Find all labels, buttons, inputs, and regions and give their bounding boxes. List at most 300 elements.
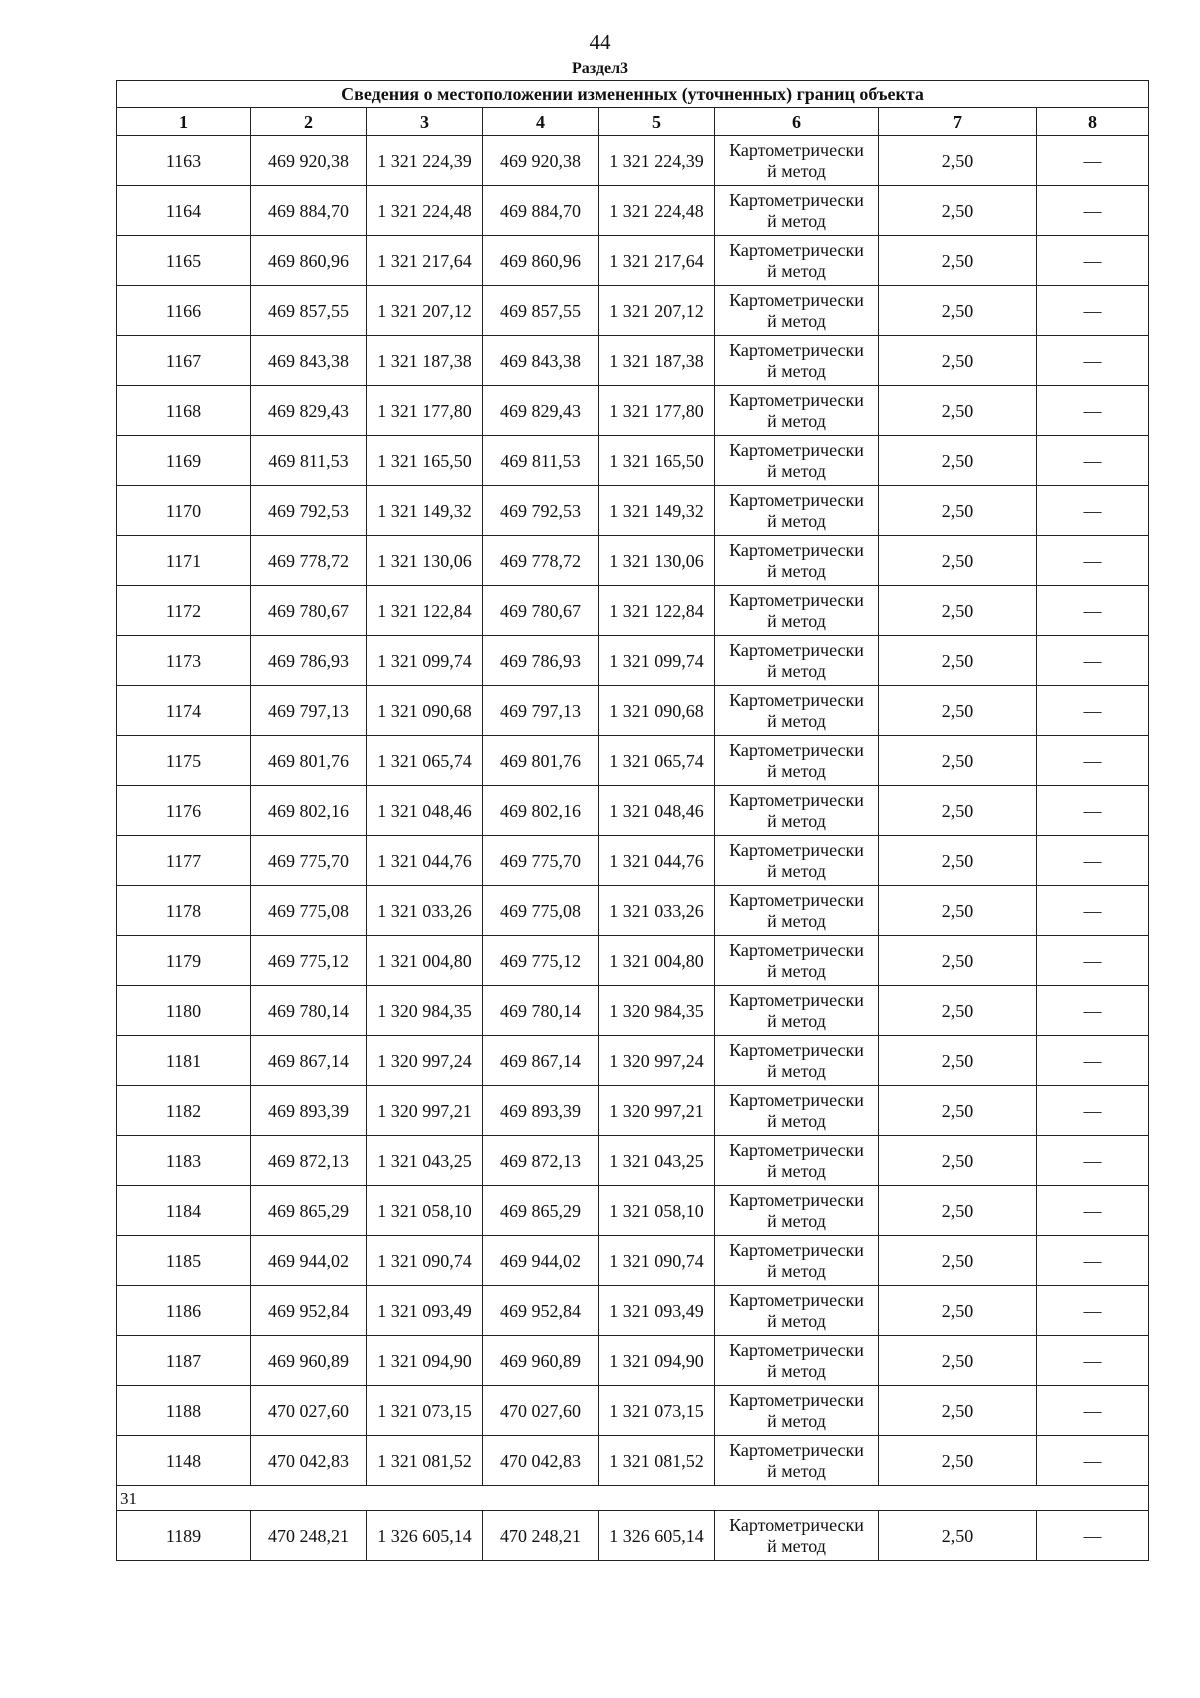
method-line: й метод xyxy=(767,1210,826,1231)
y-new-cell: 1 321 187,38 xyxy=(599,336,715,386)
y-new-cell: 1 320 997,24 xyxy=(599,1036,715,1086)
point-number-cell: 1171 xyxy=(117,536,251,586)
y-new-cell: 1 321 043,25 xyxy=(599,1136,715,1186)
table-row xyxy=(117,186,1149,236)
dash-cell: — xyxy=(1037,336,1149,386)
x-new-cell: 469 893,39 xyxy=(483,1086,599,1136)
y-new-cell: 1 321 004,80 xyxy=(599,936,715,986)
x-new-cell: 469 884,70 xyxy=(483,186,599,236)
point-number-cell: 1164 xyxy=(117,186,251,236)
y-old-cell: 1 321 033,26 xyxy=(367,886,483,936)
dash-cell: — xyxy=(1037,1086,1149,1136)
point-number-cell: 1188 xyxy=(117,1386,251,1436)
y-new-cell: 1 321 048,46 xyxy=(599,786,715,836)
point-number-cell: 1180 xyxy=(117,986,251,1036)
column-number: 1 xyxy=(117,108,251,136)
table-row xyxy=(117,586,1149,636)
y-old-cell: 1 321 122,84 xyxy=(367,586,483,636)
y-new-cell: 1 321 224,39 xyxy=(599,136,715,186)
accuracy-cell: 2,50 xyxy=(879,486,1037,536)
dash-cell: — xyxy=(1037,986,1149,1036)
x-old-cell: 469 884,70 xyxy=(251,186,367,236)
method-cell xyxy=(715,436,879,486)
dash-cell: — xyxy=(1037,386,1149,436)
y-new-cell: 1 321 224,48 xyxy=(599,186,715,236)
point-number-cell: 1184 xyxy=(117,1186,251,1236)
y-old-cell: 1 321 099,74 xyxy=(367,636,483,686)
accuracy-cell: 2,50 xyxy=(879,636,1037,686)
dash-cell: — xyxy=(1037,1136,1149,1186)
x-new-cell: 470 027,60 xyxy=(483,1386,599,1436)
y-old-cell: 1 321 048,46 xyxy=(367,786,483,836)
point-number-cell: 1182 xyxy=(117,1086,251,1136)
method-line: й метод xyxy=(767,210,826,231)
x-old-cell: 469 811,53 xyxy=(251,436,367,486)
x-new-cell: 469 843,38 xyxy=(483,336,599,386)
y-old-cell: 1 321 058,10 xyxy=(367,1186,483,1236)
table-row xyxy=(117,1386,1149,1436)
method-line: й метод xyxy=(767,1160,826,1181)
accuracy-cell: 2,50 xyxy=(879,686,1037,736)
method-cell xyxy=(715,1086,879,1136)
method-line: й метод xyxy=(767,460,826,481)
x-old-cell: 470 027,60 xyxy=(251,1386,367,1436)
x-old-cell: 469 860,96 xyxy=(251,236,367,286)
method-line: й метод xyxy=(767,1410,826,1431)
dash-cell: — xyxy=(1037,886,1149,936)
method-line: Картометрически xyxy=(729,190,864,211)
method-line: Картометрически xyxy=(729,540,864,561)
method-line: Картометрически xyxy=(729,890,864,911)
y-old-cell: 1 321 044,76 xyxy=(367,836,483,886)
point-number-cell: 1186 xyxy=(117,1286,251,1336)
x-new-cell: 469 801,76 xyxy=(483,736,599,786)
point-number-cell: 1185 xyxy=(117,1236,251,1286)
table-row xyxy=(117,1336,1149,1386)
column-number: 7 xyxy=(879,108,1037,136)
x-old-cell: 469 778,72 xyxy=(251,536,367,586)
x-old-cell: 469 865,29 xyxy=(251,1186,367,1236)
method-line: Картометрически xyxy=(729,490,864,511)
method-line: й метод xyxy=(767,710,826,731)
y-old-cell: 1 321 093,49 xyxy=(367,1286,483,1336)
dash-cell: — xyxy=(1037,1186,1149,1236)
accuracy-cell: 2,50 xyxy=(879,936,1037,986)
y-old-cell: 1 320 997,21 xyxy=(367,1086,483,1136)
dash-cell: — xyxy=(1037,636,1149,686)
accuracy-cell: 2,50 xyxy=(879,1436,1037,1486)
method-cell xyxy=(715,836,879,886)
method-cell xyxy=(715,186,879,236)
method-cell xyxy=(715,236,879,286)
x-old-cell: 469 801,76 xyxy=(251,736,367,786)
method-cell xyxy=(715,336,879,386)
x-new-cell: 469 952,84 xyxy=(483,1286,599,1336)
accuracy-cell: 2,50 xyxy=(879,736,1037,786)
column-number: 8 xyxy=(1037,108,1149,136)
accuracy-cell: 2,50 xyxy=(879,1036,1037,1086)
method-cell xyxy=(715,686,879,736)
x-old-cell: 469 872,13 xyxy=(251,1136,367,1186)
table-row xyxy=(117,286,1149,336)
dash-cell: — xyxy=(1037,1511,1149,1561)
table-row xyxy=(117,1436,1149,1486)
method-line: й метод xyxy=(767,1110,826,1131)
x-old-cell: 469 857,55 xyxy=(251,286,367,336)
method-cell xyxy=(715,786,879,836)
y-new-cell: 1 321 081,52 xyxy=(599,1436,715,1486)
y-old-cell: 1 321 149,32 xyxy=(367,486,483,536)
method-line: Картометрически xyxy=(729,1290,864,1311)
point-number-cell: 1165 xyxy=(117,236,251,286)
dash-cell: — xyxy=(1037,736,1149,786)
dash-cell: — xyxy=(1037,586,1149,636)
dash-cell: — xyxy=(1037,186,1149,236)
method-cell xyxy=(715,486,879,536)
accuracy-cell: 2,50 xyxy=(879,336,1037,386)
point-number-cell: 1181 xyxy=(117,1036,251,1086)
method-cell xyxy=(715,286,879,336)
point-number-cell: 1170 xyxy=(117,486,251,536)
method-line: Картометрически xyxy=(729,1440,864,1461)
method-line: й метод xyxy=(767,810,826,831)
table-row xyxy=(117,936,1149,986)
y-old-cell: 1 321 187,38 xyxy=(367,336,483,386)
method-line: Картометрически xyxy=(729,440,864,461)
method-line: Картометрически xyxy=(729,1340,864,1361)
y-new-cell: 1 321 149,32 xyxy=(599,486,715,536)
method-line: Картометрически xyxy=(729,1090,864,1111)
x-old-cell: 469 797,13 xyxy=(251,686,367,736)
accuracy-cell: 2,50 xyxy=(879,1186,1037,1236)
column-number: 2 xyxy=(251,108,367,136)
x-old-cell: 469 829,43 xyxy=(251,386,367,436)
y-new-cell: 1 326 605,14 xyxy=(599,1511,715,1561)
method-cell xyxy=(715,1186,879,1236)
method-line: Картометрически xyxy=(729,1240,864,1261)
x-new-cell: 469 802,16 xyxy=(483,786,599,836)
accuracy-cell: 2,50 xyxy=(879,436,1037,486)
accuracy-cell: 2,50 xyxy=(879,1386,1037,1436)
method-line: й метод xyxy=(767,610,826,631)
method-line: й метод xyxy=(767,960,826,981)
point-number-cell: 1178 xyxy=(117,886,251,936)
table-row xyxy=(117,1086,1149,1136)
method-line: Картометрически xyxy=(729,1515,864,1536)
accuracy-cell: 2,50 xyxy=(879,1286,1037,1336)
method-line: й метод xyxy=(767,660,826,681)
method-line: Картометрически xyxy=(729,1190,864,1211)
dash-cell: — xyxy=(1037,436,1149,486)
accuracy-cell: 2,50 xyxy=(879,186,1037,236)
method-line: Картометрически xyxy=(729,840,864,861)
y-new-cell: 1 321 130,06 xyxy=(599,536,715,586)
accuracy-cell: 2,50 xyxy=(879,286,1037,336)
method-line: Картометрически xyxy=(729,640,864,661)
group-label: 31 xyxy=(117,1486,1149,1511)
table-row xyxy=(117,1236,1149,1286)
accuracy-cell: 2,50 xyxy=(879,536,1037,586)
page-number: 44 xyxy=(589,30,611,54)
method-line: й метод xyxy=(767,1460,826,1481)
method-cell xyxy=(715,586,879,636)
accuracy-cell: 2,50 xyxy=(879,836,1037,886)
table-caption: Сведения о местоположении измененных (уточненных) границ объекта xyxy=(117,81,1149,108)
point-number-cell: 1148 xyxy=(117,1436,251,1486)
y-old-cell: 1 321 073,15 xyxy=(367,1386,483,1436)
table-row xyxy=(117,736,1149,786)
point-number-cell: 1176 xyxy=(117,786,251,836)
dash-cell: — xyxy=(1037,1436,1149,1486)
table-row xyxy=(117,386,1149,436)
x-old-cell: 469 944,02 xyxy=(251,1236,367,1286)
method-line: Картометрически xyxy=(729,990,864,1011)
point-number-cell: 1169 xyxy=(117,436,251,486)
method-cell xyxy=(715,1236,879,1286)
method-cell xyxy=(715,386,879,436)
method-line: й метод xyxy=(767,1060,826,1081)
accuracy-cell: 2,50 xyxy=(879,386,1037,436)
dash-cell: — xyxy=(1037,1336,1149,1386)
x-new-cell: 469 780,67 xyxy=(483,586,599,636)
x-new-cell: 469 872,13 xyxy=(483,1136,599,1186)
y-old-cell: 1 321 165,50 xyxy=(367,436,483,486)
method-line: Картометрически xyxy=(729,290,864,311)
point-number-cell: 1174 xyxy=(117,686,251,736)
table-row xyxy=(117,486,1149,536)
y-new-cell: 1 321 058,10 xyxy=(599,1186,715,1236)
accuracy-cell: 2,50 xyxy=(879,1511,1037,1561)
table-row xyxy=(117,336,1149,386)
x-new-cell: 469 860,96 xyxy=(483,236,599,286)
point-number-cell: 1166 xyxy=(117,286,251,336)
accuracy-cell: 2,50 xyxy=(879,1136,1037,1186)
y-old-cell: 1 321 094,90 xyxy=(367,1336,483,1386)
y-old-cell: 1 320 984,35 xyxy=(367,986,483,1036)
point-number-cell: 1189 xyxy=(117,1511,251,1561)
table-row xyxy=(117,1186,1149,1236)
x-old-cell: 469 802,16 xyxy=(251,786,367,836)
x-old-cell: 469 843,38 xyxy=(251,336,367,386)
method-line: Картометрически xyxy=(729,740,864,761)
x-old-cell: 469 786,93 xyxy=(251,636,367,686)
x-new-cell: 470 248,21 xyxy=(483,1511,599,1561)
x-old-cell: 469 952,84 xyxy=(251,1286,367,1336)
method-line: й метод xyxy=(767,1260,826,1281)
accuracy-cell: 2,50 xyxy=(879,586,1037,636)
x-old-cell: 469 792,53 xyxy=(251,486,367,536)
accuracy-cell: 2,50 xyxy=(879,986,1037,1036)
column-number-row xyxy=(117,108,1149,136)
point-number-cell: 1167 xyxy=(117,336,251,386)
method-line: й метод xyxy=(767,860,826,881)
x-new-cell: 469 811,53 xyxy=(483,436,599,486)
y-new-cell: 1 321 044,76 xyxy=(599,836,715,886)
y-new-cell: 1 320 984,35 xyxy=(599,986,715,1036)
method-line: Картометрически xyxy=(729,340,864,361)
dash-cell: — xyxy=(1037,686,1149,736)
x-new-cell: 469 775,12 xyxy=(483,936,599,986)
x-old-cell: 469 920,38 xyxy=(251,136,367,186)
x-new-cell: 470 042,83 xyxy=(483,1436,599,1486)
table-row xyxy=(117,636,1149,686)
method-cell xyxy=(715,1286,879,1336)
point-number-cell: 1183 xyxy=(117,1136,251,1186)
x-new-cell: 469 944,02 xyxy=(483,1236,599,1286)
dash-cell: — xyxy=(1037,1036,1149,1086)
table-row xyxy=(117,236,1149,286)
x-new-cell: 469 775,70 xyxy=(483,836,599,886)
y-new-cell: 1 321 177,80 xyxy=(599,386,715,436)
x-new-cell: 469 857,55 xyxy=(483,286,599,336)
y-old-cell: 1 321 224,39 xyxy=(367,136,483,186)
x-new-cell: 469 829,43 xyxy=(483,386,599,436)
y-old-cell: 1 321 065,74 xyxy=(367,736,483,786)
column-number: 3 xyxy=(367,108,483,136)
boundary-coordinates-table xyxy=(116,80,1149,1561)
method-cell xyxy=(715,136,879,186)
table-row xyxy=(117,686,1149,736)
table-row xyxy=(117,1136,1149,1186)
x-new-cell: 469 778,72 xyxy=(483,536,599,586)
method-cell xyxy=(715,936,879,986)
point-number-cell: 1173 xyxy=(117,636,251,686)
point-number-cell: 1172 xyxy=(117,586,251,636)
x-new-cell: 469 780,14 xyxy=(483,986,599,1036)
x-new-cell: 469 797,13 xyxy=(483,686,599,736)
y-old-cell: 1 321 217,64 xyxy=(367,236,483,286)
table-row xyxy=(117,886,1149,936)
table-body xyxy=(117,136,1149,1561)
dash-cell: — xyxy=(1037,236,1149,286)
method-cell xyxy=(715,636,879,686)
y-old-cell: 1 321 090,74 xyxy=(367,1236,483,1286)
dash-cell: — xyxy=(1037,286,1149,336)
x-new-cell: 469 960,89 xyxy=(483,1336,599,1386)
y-new-cell: 1 321 207,12 xyxy=(599,286,715,336)
method-line: й метод xyxy=(767,360,826,381)
column-number: 5 xyxy=(599,108,715,136)
method-line: Картометрически xyxy=(729,940,864,961)
method-line: й метод xyxy=(767,560,826,581)
method-cell xyxy=(715,886,879,936)
x-new-cell: 469 786,93 xyxy=(483,636,599,686)
table-row xyxy=(117,1036,1149,1086)
y-new-cell: 1 321 073,15 xyxy=(599,1386,715,1436)
y-new-cell: 1 321 093,49 xyxy=(599,1286,715,1336)
y-old-cell: 1 321 207,12 xyxy=(367,286,483,336)
y-new-cell: 1 321 094,90 xyxy=(599,1336,715,1386)
y-old-cell: 1 320 997,24 xyxy=(367,1036,483,1086)
y-old-cell: 1 321 004,80 xyxy=(367,936,483,986)
x-old-cell: 470 248,21 xyxy=(251,1511,367,1561)
method-line: Картометрически xyxy=(729,1040,864,1061)
method-line: Картометрически xyxy=(729,590,864,611)
point-number-cell: 1187 xyxy=(117,1336,251,1386)
method-line: й метод xyxy=(767,1010,826,1031)
method-line: й метод xyxy=(767,410,826,431)
table-row xyxy=(117,136,1149,186)
y-new-cell: 1 321 217,64 xyxy=(599,236,715,286)
dash-cell: — xyxy=(1037,786,1149,836)
x-old-cell: 470 042,83 xyxy=(251,1436,367,1486)
method-line: й метод xyxy=(767,760,826,781)
y-old-cell: 1 321 177,80 xyxy=(367,386,483,436)
accuracy-cell: 2,50 xyxy=(879,1086,1037,1136)
point-number-cell: 1177 xyxy=(117,836,251,886)
dash-cell: — xyxy=(1037,836,1149,886)
x-old-cell: 469 867,14 xyxy=(251,1036,367,1086)
y-old-cell: 1 321 224,48 xyxy=(367,186,483,236)
point-number-cell: 1175 xyxy=(117,736,251,786)
dash-cell: — xyxy=(1037,536,1149,586)
method-cell xyxy=(715,1336,879,1386)
y-new-cell: 1 320 997,21 xyxy=(599,1086,715,1136)
method-cell xyxy=(715,986,879,1036)
method-cell xyxy=(715,1386,879,1436)
y-new-cell: 1 321 090,68 xyxy=(599,686,715,736)
method-line: й метод xyxy=(767,310,826,331)
column-number: 4 xyxy=(483,108,599,136)
group-separator-row xyxy=(117,1486,1149,1511)
method-line: Картометрически xyxy=(729,240,864,261)
accuracy-cell: 2,50 xyxy=(879,786,1037,836)
accuracy-cell: 2,50 xyxy=(879,236,1037,286)
accuracy-cell: 2,50 xyxy=(879,136,1037,186)
x-new-cell: 469 792,53 xyxy=(483,486,599,536)
method-line: й метод xyxy=(767,1310,826,1331)
x-new-cell: 469 865,29 xyxy=(483,1186,599,1236)
method-line: й метод xyxy=(767,1535,826,1556)
point-number-cell: 1168 xyxy=(117,386,251,436)
dash-cell: — xyxy=(1037,936,1149,986)
x-old-cell: 469 780,14 xyxy=(251,986,367,1036)
accuracy-cell: 2,50 xyxy=(879,886,1037,936)
method-cell xyxy=(715,1136,879,1186)
method-line: Картометрически xyxy=(729,790,864,811)
method-line: Картометрически xyxy=(729,390,864,411)
table-row xyxy=(117,836,1149,886)
method-cell xyxy=(715,536,879,586)
table-row xyxy=(117,1511,1149,1561)
x-new-cell: 469 867,14 xyxy=(483,1036,599,1086)
y-new-cell: 1 321 090,74 xyxy=(599,1236,715,1286)
x-old-cell: 469 775,08 xyxy=(251,886,367,936)
method-line: й метод xyxy=(767,510,826,531)
y-old-cell: 1 321 130,06 xyxy=(367,536,483,586)
y-new-cell: 1 321 065,74 xyxy=(599,736,715,786)
method-line: й метод xyxy=(767,160,826,181)
section-title: Раздел3 xyxy=(571,60,629,77)
dash-cell: — xyxy=(1037,136,1149,186)
table-row xyxy=(117,436,1149,486)
y-old-cell: 1 326 605,14 xyxy=(367,1511,483,1561)
table-row xyxy=(117,1286,1149,1336)
method-line: й метод xyxy=(767,910,826,931)
y-new-cell: 1 321 099,74 xyxy=(599,636,715,686)
y-old-cell: 1 321 043,25 xyxy=(367,1136,483,1186)
point-number-cell: 1163 xyxy=(117,136,251,186)
column-number: 6 xyxy=(715,108,879,136)
accuracy-cell: 2,50 xyxy=(879,1336,1037,1386)
y-old-cell: 1 321 081,52 xyxy=(367,1436,483,1486)
y-new-cell: 1 321 033,26 xyxy=(599,886,715,936)
point-number-cell: 1179 xyxy=(117,936,251,986)
accuracy-cell: 2,50 xyxy=(879,1236,1037,1286)
method-line: й метод xyxy=(767,260,826,281)
dash-cell: — xyxy=(1037,486,1149,536)
method-cell xyxy=(715,1436,879,1486)
